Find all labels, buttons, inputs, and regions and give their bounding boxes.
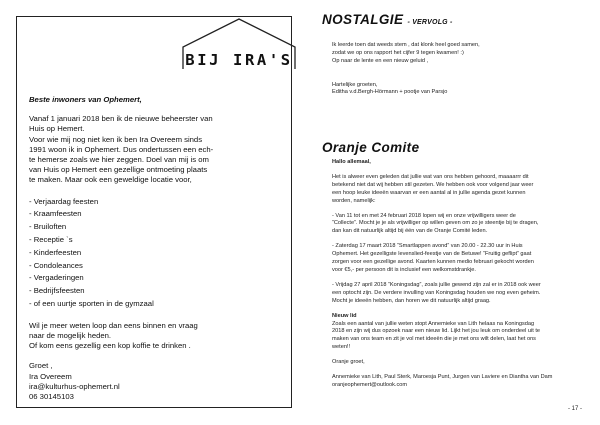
list-item: - Bruiloften [29, 222, 67, 232]
nostalgie-text [332, 34, 588, 105]
nostalgie-signoff: Hartelijke groeten, Editha v.d.Bergh-Hörmann + pootje van Parsjo [332, 81, 448, 96]
oranje-body [332, 159, 588, 390]
nostalgie-title: NOSTALGIE [322, 12, 404, 27]
right-column [322, 12, 588, 388]
ira-letter [29, 95, 285, 402]
page-number: - 17 - [567, 406, 582, 412]
list-item: - of een uurtje sporten in de gymzaal [29, 299, 154, 308]
letter-intro: Vanaf 1 januari 2018 ben ik de nieuwe beheerster van Huis op Hemert. Voor wie mij nog niet ken ik ben Ira Overeem sinds 1991 woon ik in Ophemert. Dus ondertussen een ech- te hemerse zoals we hier zeggen. Doel van mij is om van Huis op Hemert een gezellige ontmoeting plaats te maken. Maar ook een geweldige locatie voor, [29, 114, 214, 185]
occasion-list [29, 196, 285, 311]
list-item: - Kraamfeesten [29, 209, 82, 219]
oranje-greeting: Hallo allemaal, [332, 159, 371, 165]
house-roof-outline-icon [175, 17, 303, 79]
oranje-members: Annemieke van Lith, Paul Sterk, Maroesja Punt, Jurgen van Laviere en Diantha van Dam oranjeophemert@outlook.com [332, 374, 553, 388]
list-item: - Vergaderingen [29, 273, 84, 283]
ira-advertisement-box [16, 16, 292, 408]
nostalgie-heading [322, 12, 588, 31]
list-item: - Receptie `s [29, 235, 73, 245]
nostalgie-body: Ik leerde toen dat weeds stem , dat klonk heel goed samen, zodat we op ons rapport het cijfer 9 tegen kwamen! :) Op naar de lente en een nieuw geluid , [332, 41, 480, 64]
oranje-title: Oranje Comite [322, 140, 420, 155]
oranje-paragraph-koningsdag: - Vrijdag 27 april 2018 “Koningsdag”, zoals jullie gewend zijn zal er in 2018 ook weer een optocht zijn. De verdere invulling van Koningsdag houden we nog even geheim. Mocht je ideeën hebben, dan horen we dit natuurlijk altijd graag. [332, 281, 541, 304]
bij-iras-logo [175, 17, 303, 79]
nostalgie-subtitle: - VERVOLG - [407, 19, 453, 26]
oranje-paragraph-intro: Het is alweer even geleden dat jullie wat van ons hebben gehoord, maaaarrr dit betekend niet dat wij hebben stil gezeten. We hebben ook voor volgend jaar weer een hoop leuke ideeën waarvan er een aantal al in jullie agenda gezet kunnen worden, namelijk: [332, 173, 534, 204]
letter-signature: Groet , Ira Overeem ira@kulturhus-ophemert.nl 06 30145103 [29, 361, 120, 402]
list-item: - Kinderfeesten [29, 247, 82, 257]
oranje-paragraph-smartlappen: - Zaterdag 17 maart 2018 “Smartlappen avond” van 20.00 - 22.30 uur in Huis Ophemert. Het gezelligste levenslied-feestje van de Betuwe! “Fruitig geflipt” gaat zorgen voor een gezellige avond. Kaarten kunnen medio februari gekocht worden voor €5,- per persoon dit is inclusief een welkomstdrankje. [332, 243, 534, 273]
list-item: - Bedrijfsfeesten [29, 286, 85, 296]
oranje-paragraph-new-member: Zoals een aantal van jullie weten stopt Annemieke van Lith helaas na Koningsdag 2018 en zijn wij dus opzoek naar een nieuw lid. Lijkt het jou leuk om onderdeel uit te maken van ons team en zit je vol met ideeën die je met ons wilt delen, laat het ons weten!! [332, 320, 541, 351]
logo-text: BIJ IRA'S [185, 51, 293, 69]
list-item: - Condoleances [29, 260, 83, 270]
oranje-comite-section [322, 140, 588, 397]
oranje-paragraph-collecte: - Van 11 tot en met 24 februari 2018 lopen wij en onze vrijwilligers weer de “Collecte”. Mocht je je als vrijwilliger op willen geven om zo je steentje bij te dragen, dan kan dit natuurlijk altijd bij één van de Oranje Comité leden. [332, 212, 539, 235]
letter-closing: Wil je meer weten loop dan eens binnen en vraag naar de mogelijk heden. Of kom eens gezellig een kop koffie te drinken . [29, 320, 198, 351]
letter-salutation: Beste inwoners van Ophemert, [29, 95, 142, 104]
list-item: - Verjaardag feesten [29, 196, 99, 206]
new-member-heading: Nieuw lid [332, 312, 357, 319]
oranje-greeting-close: Oranje groet, [332, 359, 365, 366]
nostalgie-section [322, 12, 588, 105]
